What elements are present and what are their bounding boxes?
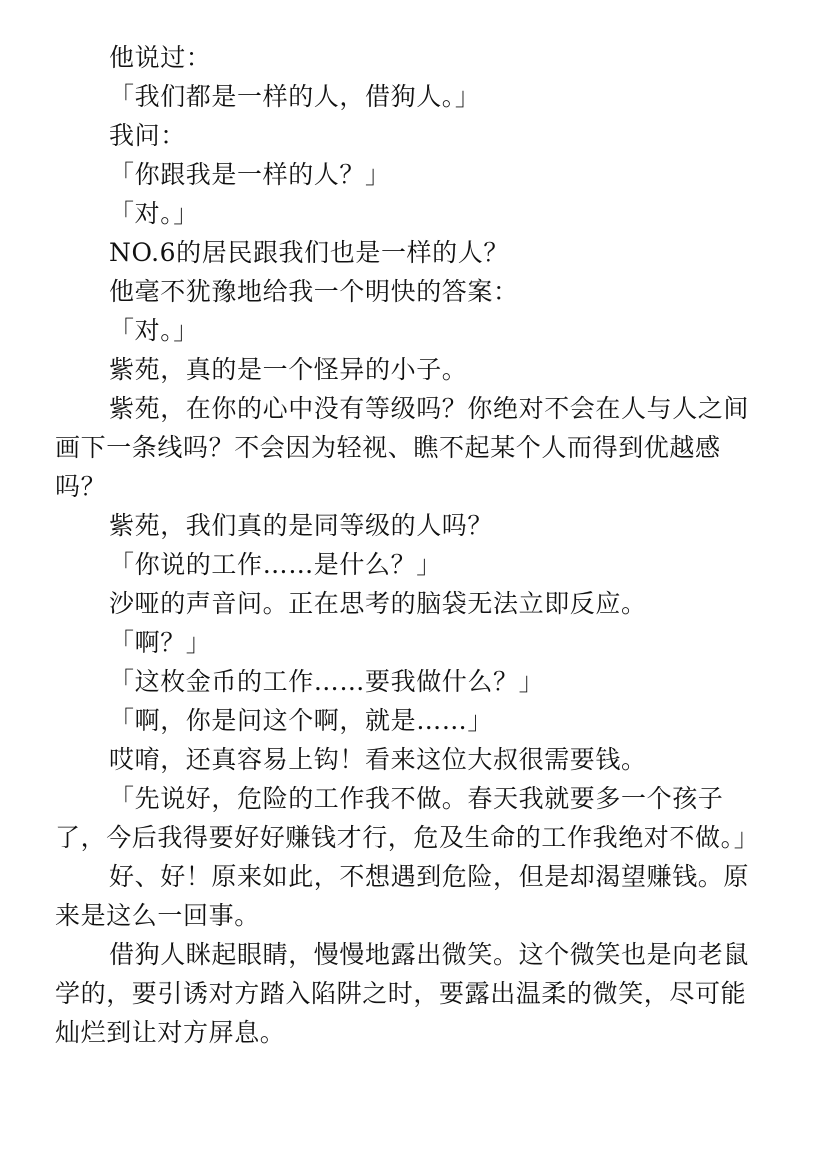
paragraph: 紫苑，我们真的是同等级的人吗？ bbox=[109, 511, 494, 540]
paragraph: 「你说的工作……是什么？」 bbox=[109, 550, 442, 579]
paragraph: 好、好！原来如此，不想遇到危险，但是却渴望赚钱。原来是这么一回事。 bbox=[55, 862, 750, 930]
paragraph: 「先说好，危险的工作我不做。春天我就要多一个孩子了，今后我得要好好赚钱才行，危及生命的工作我绝对不做。」 bbox=[55, 784, 760, 852]
document-page bbox=[55, 38, 760, 1052]
paragraph: 「你跟我是一样的人？」 bbox=[109, 160, 391, 189]
paragraph: 「对。」 bbox=[109, 199, 199, 228]
paragraph: 紫苑，真的是一个怪异的小子。 bbox=[109, 355, 468, 384]
paragraph: 我问： bbox=[109, 121, 186, 150]
paragraph: 他说过： bbox=[109, 43, 212, 72]
paragraph: 借狗人眯起眼睛，慢慢地露出微笑。这个微笑也是向老鼠学的，要引诱对方踏入陷阱之时，要露出温柔的微笑，尽可能灿烂到让对方屏息。 bbox=[55, 940, 750, 1047]
paragraph: 「啊，你是问这个啊，就是……」 bbox=[109, 706, 494, 735]
paragraph: 「啊？」 bbox=[109, 628, 212, 657]
paragraph: NO.6的居民跟我们也是一样的人？ bbox=[109, 238, 509, 267]
paragraph: 沙哑的声音问。正在思考的脑袋无法立即反应。 bbox=[109, 589, 647, 618]
paragraph: 紫苑，在你的心中没有等级吗？你绝对不会在人与人之间画下一条线吗？不会因为轻视、瞧不起某个人而得到优越感吗？ bbox=[55, 394, 750, 501]
paragraph: 「这枚金币的工作……要我做什么？」 bbox=[109, 667, 545, 696]
paragraph: 「对。」 bbox=[109, 316, 199, 345]
paragraph: 「我们都是一样的人，借狗人。」 bbox=[109, 82, 481, 111]
paragraph: 哎唷，还真容易上钩！看来这位大叔很需要钱。 bbox=[109, 745, 647, 774]
paragraph: 他毫不犹豫地给我一个明快的答案： bbox=[109, 277, 519, 306]
